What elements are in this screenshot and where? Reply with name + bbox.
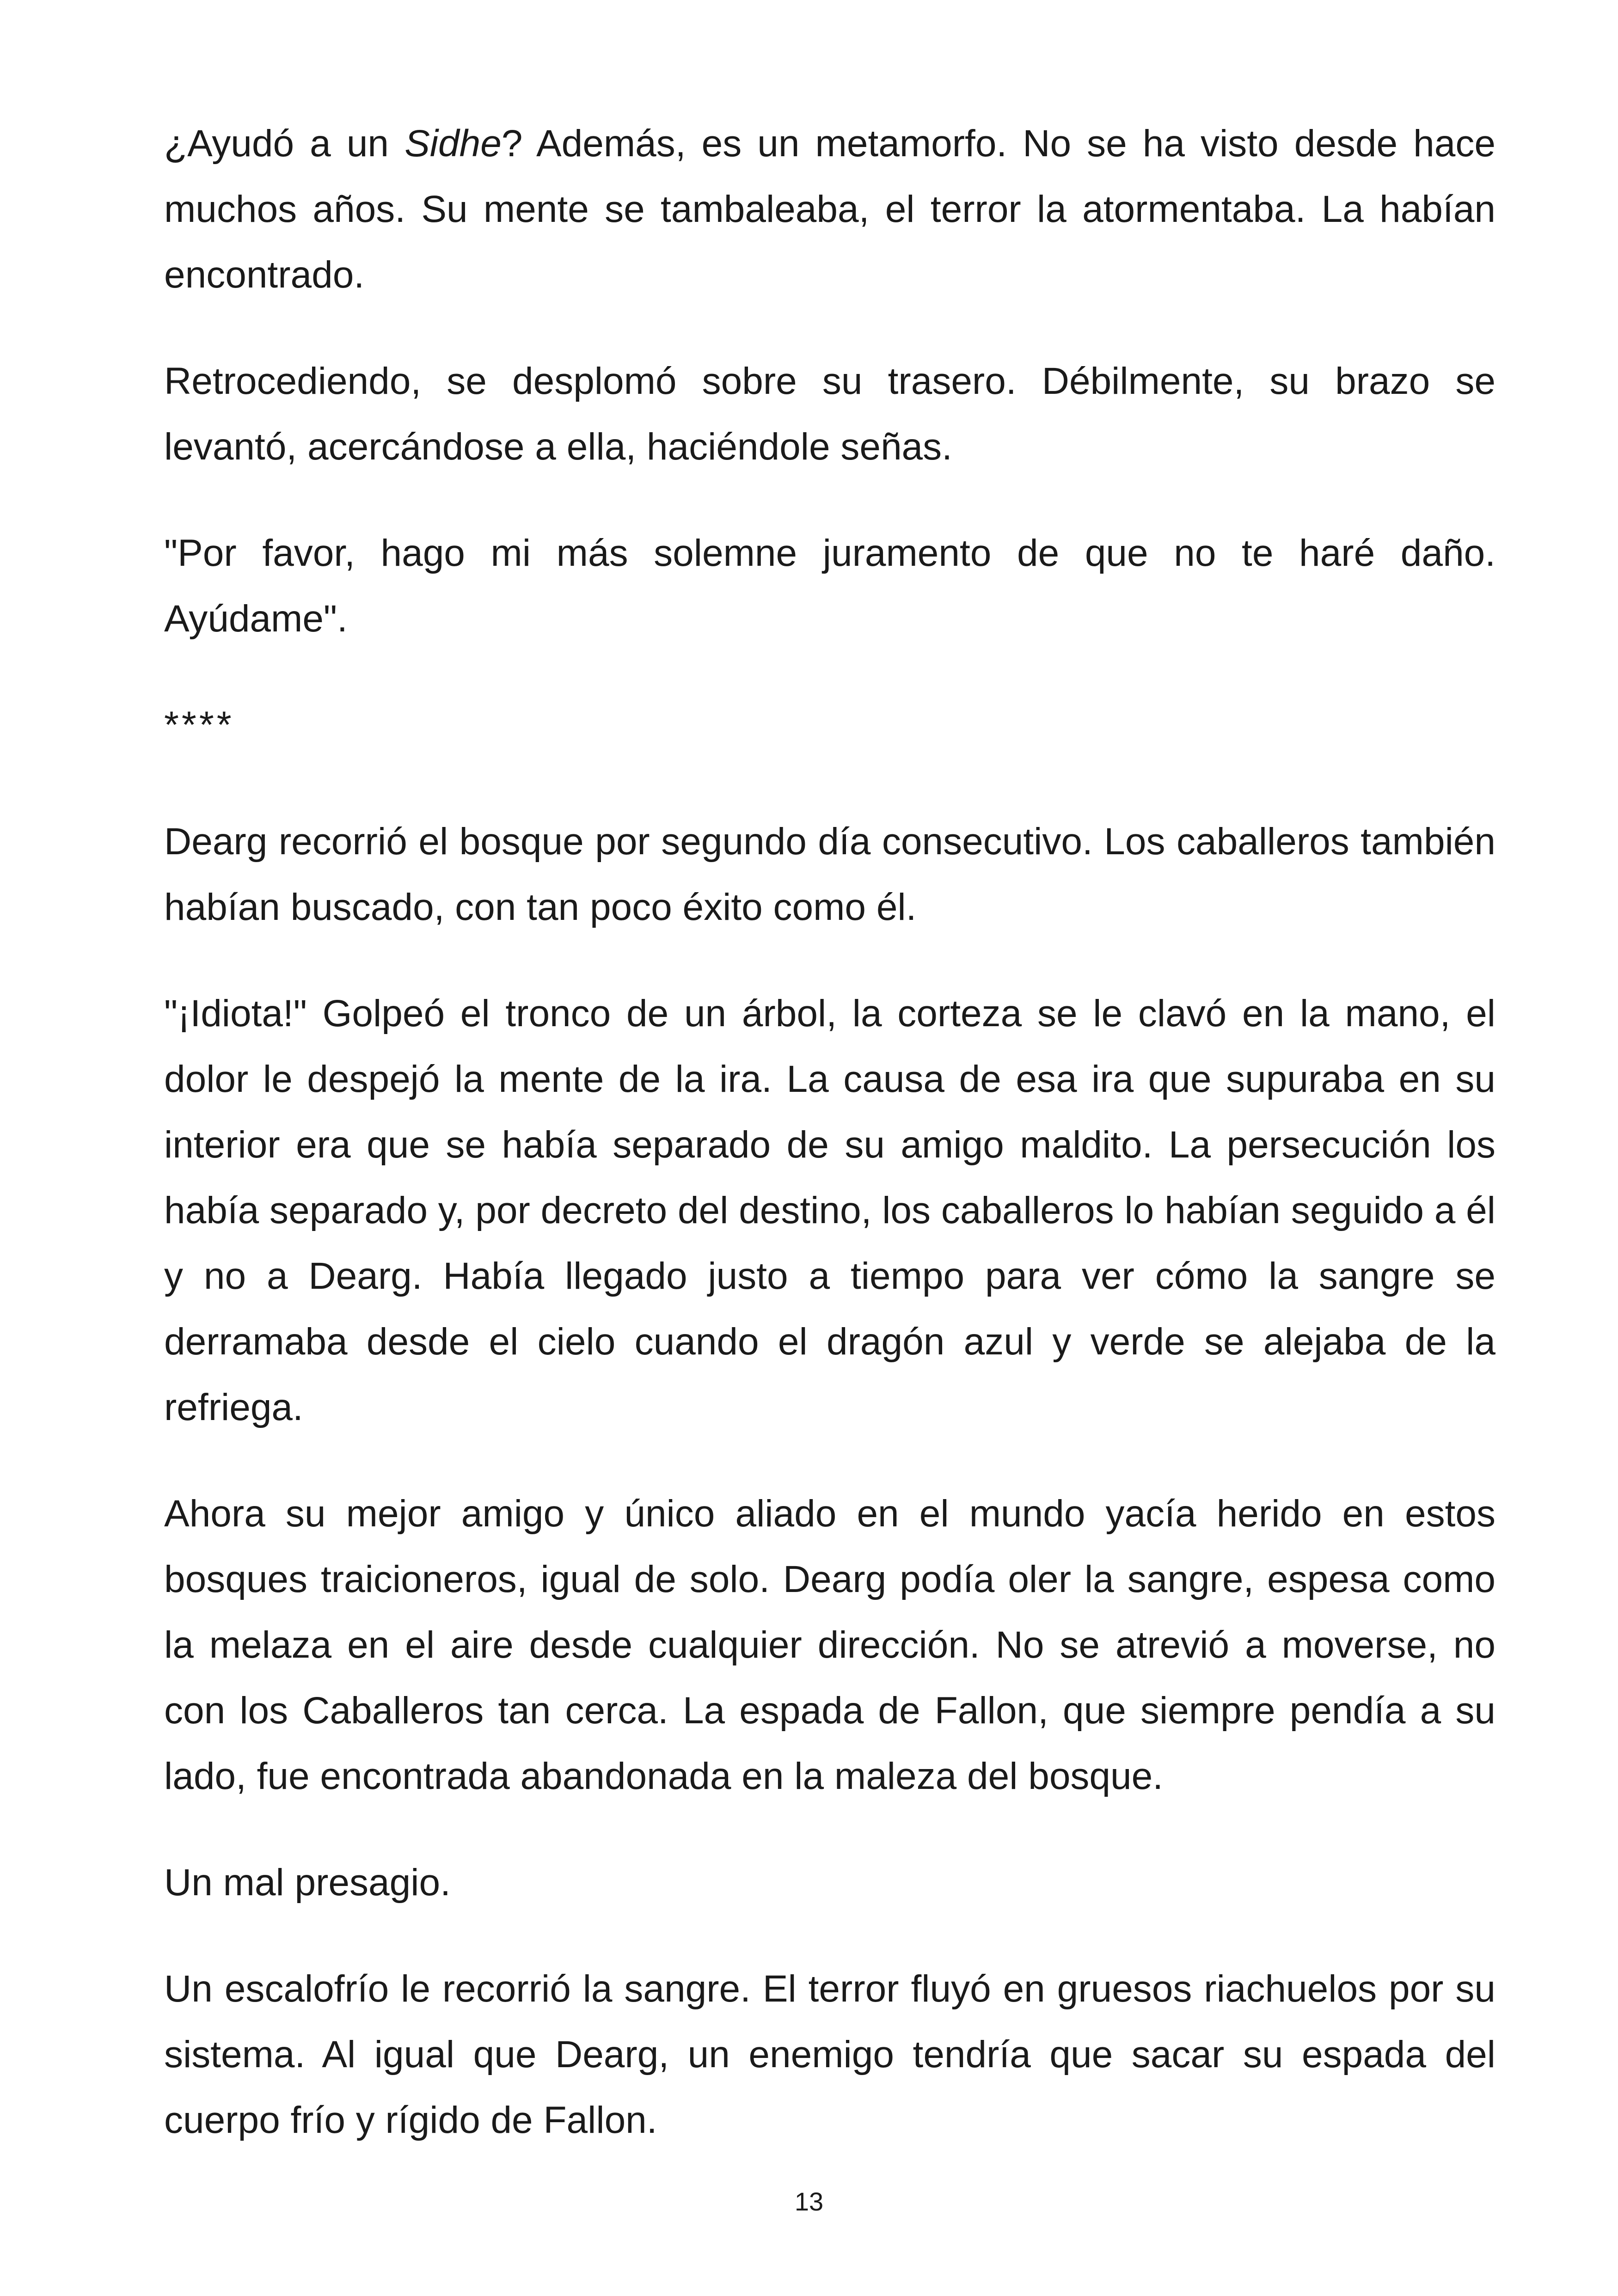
italic-word: Sidhe xyxy=(404,122,502,165)
paragraph: "¡Idiota!" Golpeó el tronco de un árbol, la corteza se le clavó en la mano, el dolor le despejó la mente de la ira. La causa de esa ira que supuraba en su interior era que se había separado de su amigo maldito. La persecución los había separado y, por decreto del destino, los caballeros lo habían seguido a él y no a Dearg. Había llegado justo a tiempo para ver cómo la sangre se derramaba desde el cielo cuando el dragón azul y verde se alejaba de la refriega. xyxy=(164,992,1495,1428)
paragraph: Ahora su mejor amigo y único aliado en el mundo yacía herido en estos bosques traicioneros, igual de solo. Dearg podía oler la sangre, espesa como la melaza en el aire desde cualquier dirección. No se atrevió a moverse, no con los Caballeros tan cerca. La espada de Fallon, que siempre pendía a su lado, fue encontrada abandonada en la maleza del bosque. xyxy=(164,1493,1495,1797)
paragraph-text: ? Además, es un metamorfo. No se ha visto desde hace muchos años. Su mente se tambaleaba, el terror la atormentaba. La habían encontrado. xyxy=(164,122,1496,296)
paragraph: Un escalofrío le recorrió la sangre. El terror fluyó en gruesos riachuelos por su sistema. Al igual que Dearg, un enemigo tendría que sacar su espada del cuerpo frío y rígido de Fallon. xyxy=(164,1968,1495,2141)
paragraph: Retrocediendo, se desplomó sobre su trasero. Débilmente, su brazo se levantó, acercándose a ella, haciéndole señas. xyxy=(164,360,1495,468)
body-text xyxy=(164,111,1495,2194)
paragraph: "Por favor, hago mi más solemne juramento de que no te haré daño. Ayúdame". xyxy=(164,532,1495,640)
page-number: 13 xyxy=(794,2187,824,2216)
section-separator: **** xyxy=(164,704,234,746)
paragraph xyxy=(164,111,1495,308)
paragraph-text: ¿Ayudó a un xyxy=(164,122,405,165)
paragraph: Un mal presagio. xyxy=(164,1861,451,1904)
paragraph: Dearg recorrió el bosque por segundo día consecutivo. Los caballeros también habían buscado, con tan poco éxito como él. xyxy=(164,820,1495,928)
